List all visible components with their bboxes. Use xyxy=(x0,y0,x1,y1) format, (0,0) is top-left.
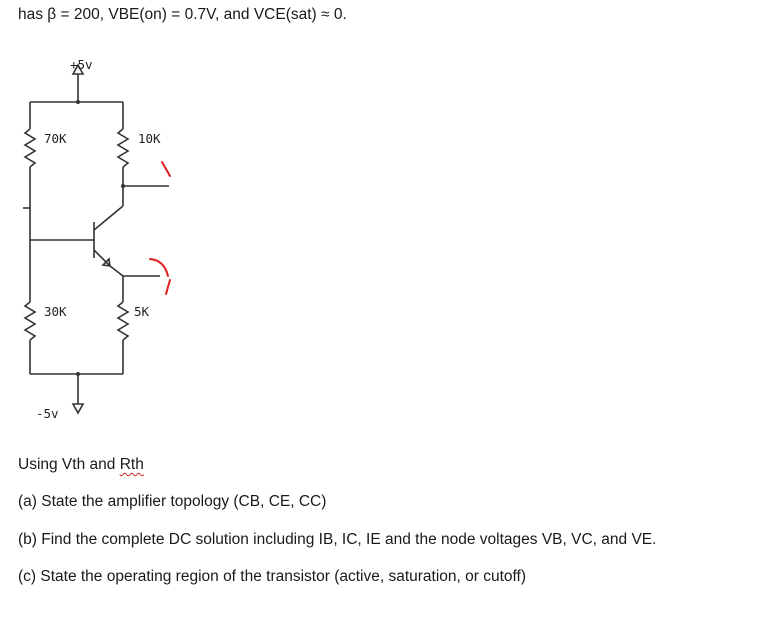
question-c: (c) State the operating region of the transistor (active, saturation, or cutoff) xyxy=(18,568,527,585)
label-70k: 70K xyxy=(44,131,67,146)
circuit-diagram xyxy=(10,44,190,424)
intro-rth-word: Rth xyxy=(119,456,144,473)
resistor-30k xyxy=(25,302,35,340)
supply-top-label: +5v xyxy=(70,57,93,72)
label-30k: 30K xyxy=(44,304,67,319)
label-10k: 10K xyxy=(138,131,161,146)
transistor-emitter xyxy=(94,250,110,266)
intro-prefix: Using Vth and xyxy=(18,456,120,473)
question-b: (b) Find the complete DC solution including IB, IC, IE and the node voltages VB, VC, and VE. xyxy=(18,531,657,548)
intro-line xyxy=(18,456,144,474)
label-5k: 5K xyxy=(134,304,150,319)
problem-header: has β = 200, VBE(on) = 0.7V, and VCE(sat) ≈ 0. xyxy=(18,6,347,23)
resistor-70k xyxy=(25,129,35,167)
annotation-mark-collector xyxy=(162,162,170,176)
resistor-5k xyxy=(118,302,128,340)
resistor-10k xyxy=(118,129,128,167)
supply-bottom-arrow xyxy=(73,404,83,413)
transistor-collector xyxy=(94,206,123,230)
question-a: (a) State the amplifier topology (CB, CE, CC) xyxy=(18,493,327,510)
supply-bottom-label: -5v xyxy=(36,406,59,421)
